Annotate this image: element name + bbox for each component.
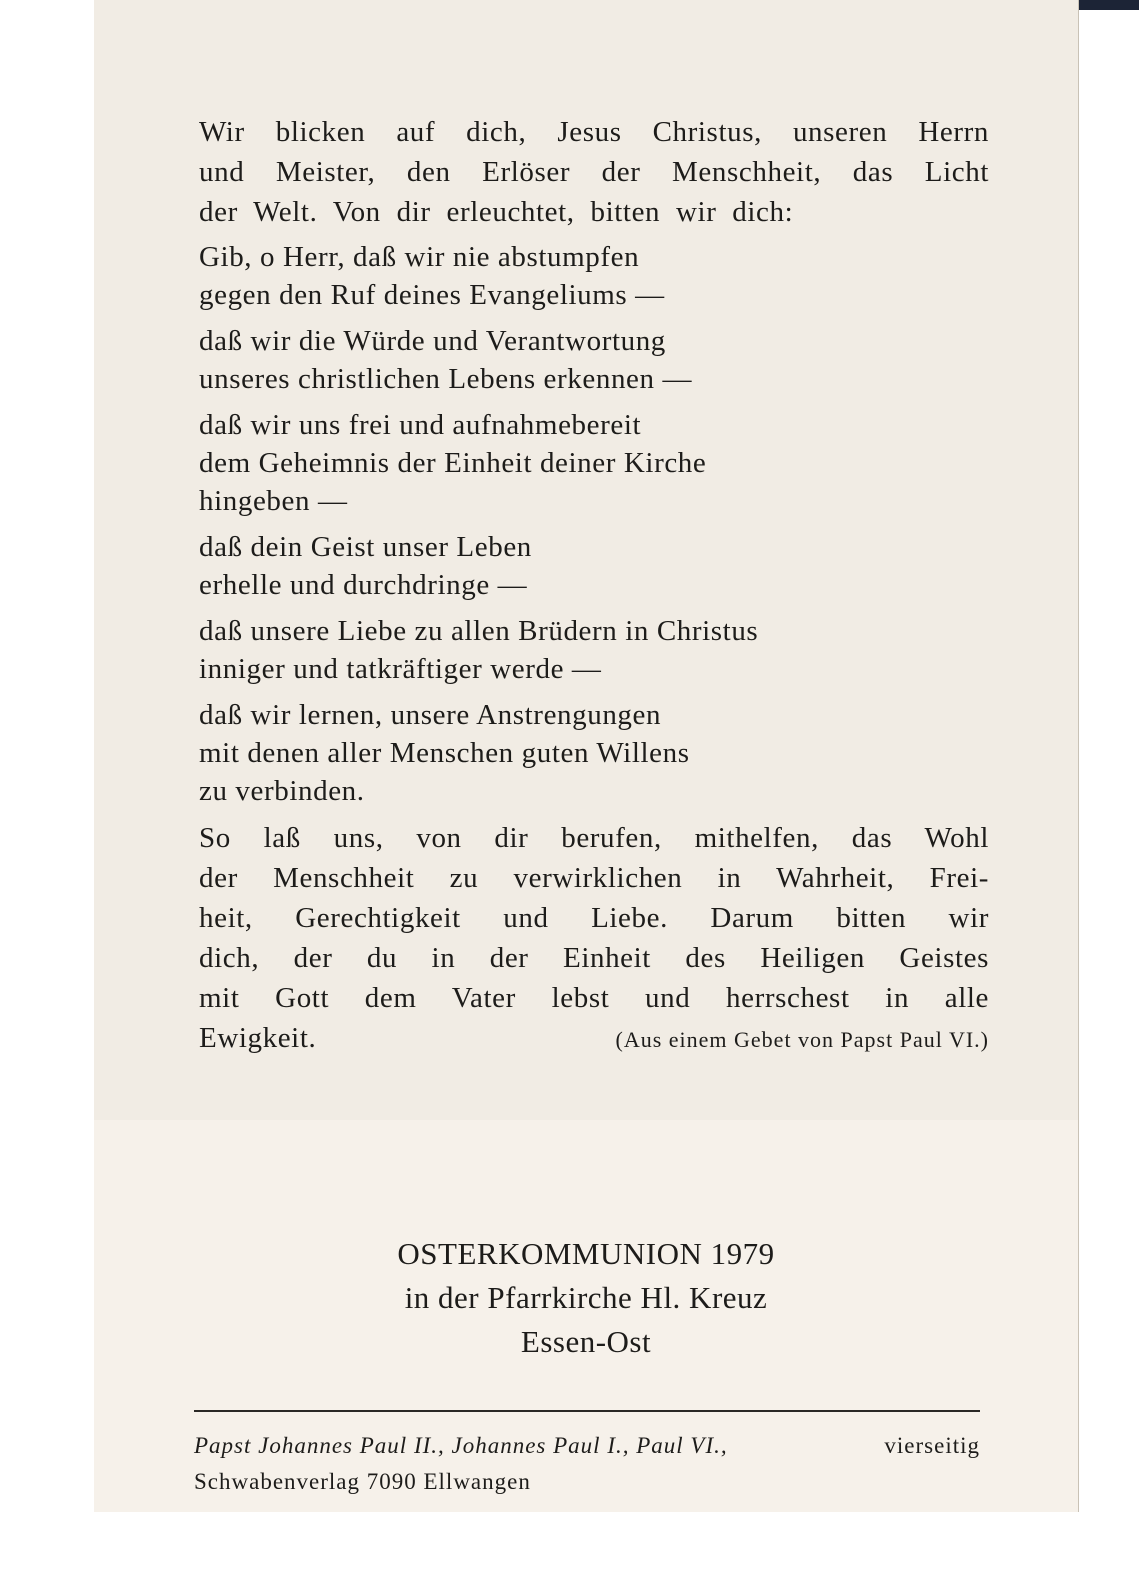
petition-line: erhelle und durchdringe — [199, 569, 528, 601]
petition-1 [199, 238, 989, 314]
prayer-intro [199, 112, 989, 232]
petition-line: inniger und tatkräftiger werde — [199, 653, 602, 685]
petition-6 [199, 696, 989, 810]
intro-line: Wir blicken auf dich, Jesus Christus, unseren Herrn [199, 116, 989, 148]
prayer-closing [199, 818, 989, 1060]
closing-line: der Menschheit zu verwirklichen in Wahrheit, Frei- [199, 862, 989, 894]
closing-line: mit Gott dem Vater lebst und herrschest in alle [199, 982, 989, 1014]
closing-last-word: Ewigkeit. [199, 1022, 317, 1054]
divider-rule [194, 1410, 980, 1412]
petition-line: gegen den Ruf deines Evangeliums — [199, 279, 665, 311]
petition-4 [199, 528, 989, 604]
petition-line: daß dein Geist unser Leben [199, 531, 532, 563]
imprint-publisher: Schwabenverlag 7090 Ellwangen [194, 1469, 531, 1494]
petition-line: hingeben — [199, 485, 348, 517]
prayer-text [199, 112, 989, 1060]
imprint-pages: vierseitig [884, 1433, 980, 1458]
petition-line: dem Geheimnis der Einheit deiner Kirche [199, 447, 707, 479]
petition-line: daß wir die Würde und Verantwortung [199, 325, 666, 357]
petition-line: daß wir lernen, unsere Anstrengungen [199, 699, 662, 731]
petition-5 [199, 612, 989, 688]
closing-line: dich, der du in der Einheit des Heiligen Geistes [199, 942, 989, 974]
petition-line: unseres christlichen Lebens erkennen — [199, 363, 693, 395]
event-location: Essen-Ost [520, 1324, 652, 1359]
prayer-card [94, 0, 1079, 1512]
petition-3 [199, 406, 989, 520]
event-info [94, 1232, 1078, 1364]
imprint-series: Papst Johannes Paul II., Johannes Paul I., Paul VI., [194, 1433, 728, 1458]
petition-line: zu verbinden. [199, 775, 365, 807]
prayer-citation: (Aus einem Gebet von Papst Paul VI.) [615, 1027, 989, 1052]
closing-line: So laß uns, von dir berufen, mithelfen, das Wohl [199, 822, 989, 854]
event-title: OSTERKOMMUNION 1979 [397, 1236, 775, 1271]
closing-final-row [199, 1018, 989, 1060]
petition-line: daß unsere Liebe zu allen Brüdern in Christus [199, 615, 759, 647]
petition-line: daß wir uns frei und aufnahmebereit [199, 409, 642, 441]
petition-line: mit denen aller Menschen guten Willens [199, 737, 690, 769]
closing-line: heit, Gerechtigkeit und Liebe. Darum bitten wir [199, 902, 989, 934]
intro-line: der Welt. Von dir erleuchtet, bitten wir dich: [199, 196, 794, 228]
imprint-line-1 [194, 1428, 980, 1464]
petition-line: Gib, o Herr, daß wir nie abstumpfen [199, 241, 640, 273]
event-church: in der Pfarrkirche Hl. Kreuz [404, 1280, 768, 1315]
top-edge-strip [1079, 0, 1139, 10]
petition-2 [199, 322, 989, 398]
intro-line: und Meister, den Erlöser der Menschheit, das Licht [199, 156, 989, 188]
imprint [194, 1428, 980, 1500]
